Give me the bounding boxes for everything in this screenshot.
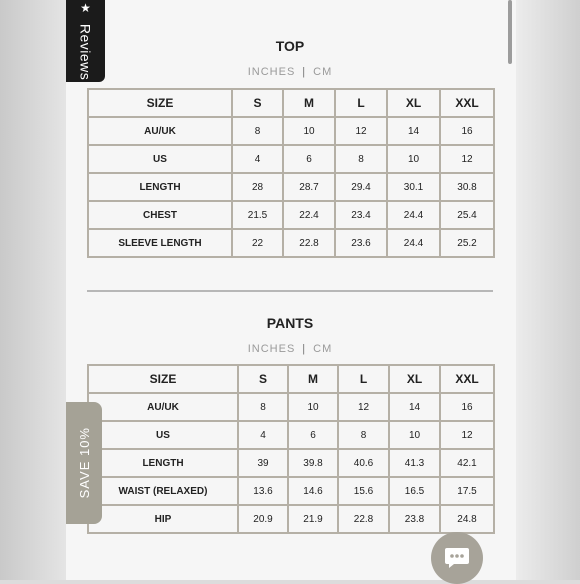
table-cell: 24.4	[387, 201, 440, 229]
table-cell: 42.1	[440, 449, 494, 477]
chat-button[interactable]	[431, 532, 483, 584]
table-cell: 22	[232, 229, 283, 257]
reviews-tab-label: Reviews	[77, 24, 94, 81]
pants-section-title: PANTS	[266, 315, 314, 331]
table-cell: 12	[338, 393, 389, 421]
table-row	[88, 449, 494, 477]
table-row	[88, 421, 494, 449]
table-cell: 22.8	[283, 229, 335, 257]
table-row	[88, 201, 494, 229]
table-cell: 29.4	[335, 173, 387, 201]
table-cell: 12	[440, 421, 494, 449]
table-cell: 10	[389, 421, 440, 449]
table-cell: 4	[232, 145, 283, 173]
table-cell: 16	[440, 393, 494, 421]
table-cell: 14	[387, 117, 440, 145]
table-cell: 28.7	[283, 173, 335, 201]
header-cell: L	[338, 365, 389, 393]
table-cell: 25.2	[440, 229, 494, 257]
table-cell: 14	[389, 393, 440, 421]
table-cell: 13.6	[238, 477, 288, 505]
table-row	[88, 393, 494, 421]
table-cell: 30.8	[440, 173, 494, 201]
table-cell: 15.6	[338, 477, 389, 505]
table-cell: 21.5	[232, 201, 283, 229]
table-cell: 24.8	[440, 505, 494, 533]
table-cell: 8	[335, 145, 387, 173]
table-cell: 16	[440, 117, 494, 145]
row-label: SLEEVE LENGTH	[88, 229, 232, 257]
header-cell: M	[288, 365, 338, 393]
section-divider	[87, 290, 493, 292]
table-cell: 16.5	[389, 477, 440, 505]
table-row	[88, 505, 494, 533]
left-backdrop	[0, 0, 70, 580]
header-cell: SIZE	[88, 89, 232, 117]
header-cell: XL	[387, 89, 440, 117]
table-cell: 22.8	[338, 505, 389, 533]
table-cell: 4	[238, 421, 288, 449]
header-cell: XL	[389, 365, 440, 393]
chat-bubble-icon	[443, 545, 471, 571]
table-cell: 10	[283, 117, 335, 145]
top-unit-cm[interactable]: CM	[313, 66, 333, 78]
table-row	[88, 117, 494, 145]
table-cell: 14.6	[288, 477, 338, 505]
row-label: WAIST (RELAXED)	[88, 477, 238, 505]
row-label: LENGTH	[88, 173, 232, 201]
header-cell: XXL	[440, 365, 494, 393]
table-cell: 39	[238, 449, 288, 477]
table-cell: 6	[288, 421, 338, 449]
table-cell: 12	[335, 117, 387, 145]
table-cell: 21.9	[288, 505, 338, 533]
row-label: US	[88, 421, 238, 449]
table-cell: 22.4	[283, 201, 335, 229]
table-cell: 30.1	[387, 173, 440, 201]
right-backdrop	[516, 0, 580, 580]
header-cell: S	[232, 89, 283, 117]
unit-separator: |	[302, 66, 307, 78]
row-label: US	[88, 145, 232, 173]
header-cell: S	[238, 365, 288, 393]
header-cell: M	[283, 89, 335, 117]
top-section-title: TOP	[275, 38, 305, 54]
header-cell: XXL	[440, 89, 494, 117]
table-cell: 10	[288, 393, 338, 421]
pants-size-table	[87, 364, 495, 534]
pants-unit-cm[interactable]: CM	[313, 343, 333, 355]
table-cell: 17.5	[440, 477, 494, 505]
save-tab-label: SAVE 10%	[76, 427, 92, 499]
row-label: LENGTH	[88, 449, 238, 477]
top-size-table	[87, 88, 495, 258]
table-header-row	[88, 365, 494, 393]
header-cell: L	[335, 89, 387, 117]
star-icon: ★	[78, 1, 93, 16]
table-row	[88, 229, 494, 257]
header-cell: SIZE	[88, 365, 238, 393]
row-label: CHEST	[88, 201, 232, 229]
table-cell: 39.8	[288, 449, 338, 477]
table-cell: 10	[387, 145, 440, 173]
pants-unit-toggle	[87, 343, 493, 355]
table-cell: 8	[338, 421, 389, 449]
table-cell: 41.3	[389, 449, 440, 477]
top-unit-toggle	[87, 66, 493, 78]
row-label: HIP	[88, 505, 238, 533]
table-header-row	[88, 89, 494, 117]
table-cell: 24.4	[387, 229, 440, 257]
row-label: AU/UK	[88, 393, 238, 421]
table-cell: 6	[283, 145, 335, 173]
top-unit-inches[interactable]: INCHES	[247, 66, 296, 78]
unit-separator: |	[302, 343, 307, 355]
table-cell: 8	[238, 393, 288, 421]
table-cell: 23.8	[389, 505, 440, 533]
table-cell: 28	[232, 173, 283, 201]
table-cell: 8	[232, 117, 283, 145]
save-10-percent-tab[interactable]	[66, 402, 102, 524]
table-cell: 23.6	[335, 229, 387, 257]
pants-unit-inches[interactable]: INCHES	[247, 343, 296, 355]
table-cell: 25.4	[440, 201, 494, 229]
table-row	[88, 173, 494, 201]
table-cell: 40.6	[338, 449, 389, 477]
table-row	[88, 145, 494, 173]
table-cell: 12	[440, 145, 494, 173]
table-cell: 23.4	[335, 201, 387, 229]
table-row	[88, 477, 494, 505]
row-label: AU/UK	[88, 117, 232, 145]
scrollbar-thumb[interactable]	[508, 0, 512, 64]
table-cell: 20.9	[238, 505, 288, 533]
